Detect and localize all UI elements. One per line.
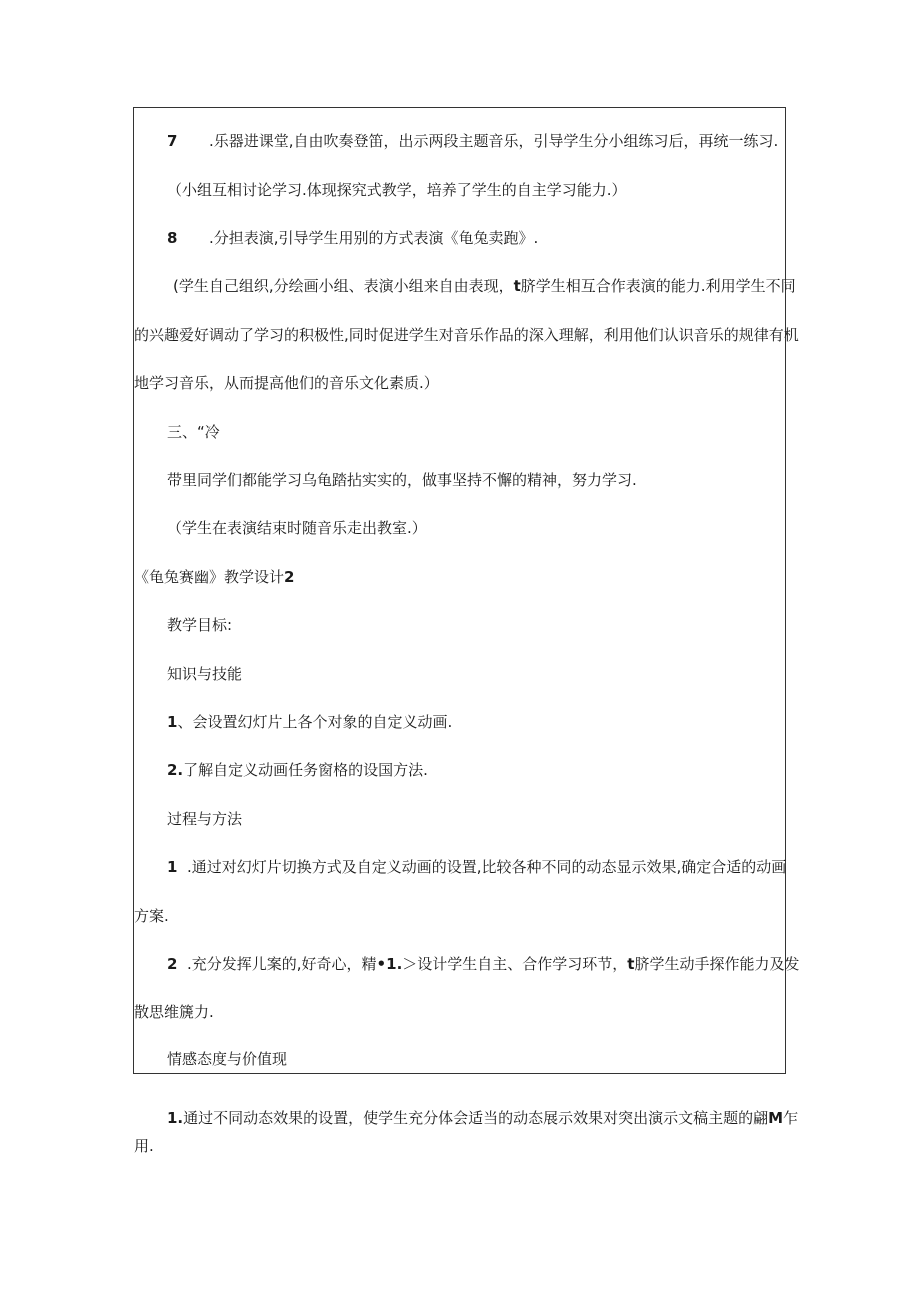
line-text: ＞设计学生自主、合作学习环节， [402,955,628,973]
line-text: .分担表演,引导学生用别的方式表演《龟兔卖跑》. [209,229,539,247]
title-number: 2 [284,568,295,586]
item-number: 2. [167,761,184,779]
line-text: (学生自己组织,分绘画小组、表演小组来自由表现， [173,277,514,295]
content-table-frame [133,107,786,1074]
step-number: 8 [167,229,178,247]
text-line [167,131,778,151]
text-line [173,276,796,296]
line-text: .充分发挥儿案的,好奇心，精 [187,955,377,973]
line-text: 乍 [783,1109,799,1127]
title-text: 《龟兔赛幽》教学设计 [134,568,285,586]
line-text: 了解自定义动画任务窗格的设国方法. [183,761,428,779]
line-text: .通过对幻灯片切换方式及自定义动画的设置,比较各种不同的动态显示效果,确定合适的动画 [187,858,787,876]
text-line [167,228,538,248]
section-heading: 三、“冷 [167,423,220,441]
subheading: 过程与方法 [167,810,243,828]
subheading: 知识与技能 [167,665,243,683]
item-number: 2 [167,955,178,973]
step-number: 7 [167,132,178,150]
item-number: 1. [167,1109,184,1127]
line-text-bold: t [627,955,635,973]
item-number: 1 [167,858,178,876]
text-line: 散思维篪力. [134,1003,214,1021]
subheading: 情感态度与价值现 [167,1050,288,1068]
text-line: 的兴趣爱好调动了学习的积极性,同时促进学生对音乐作品的深入理解，利用他们认识音乐的规律有机 [134,326,799,344]
line-text-bold: t [513,277,521,295]
line-text-bold: •1. [376,955,403,973]
line-text-bold: M [768,1109,784,1127]
line-text: 通过不同动态效果的设置，使学生充分体会适当的动态展示效果对突出演示文稿主题的翩 [183,1109,769,1127]
line-text: 、会设置幻灯片上各个对象的自定义动画. [177,713,453,731]
item-number: 1 [167,713,178,731]
text-line: 带里同学们都能学习乌龟踏拈实实的，做事坚持不懈的精神，努力学习. [167,471,637,489]
text-line: （小组互相讨论学习.体现探究式教学，培养了学生的自主学习能力.） [167,181,627,199]
text-line [167,712,452,732]
subheading: 教学目标: [167,616,233,634]
text-line: （学生在表演结束时随音乐走出教室.） [167,519,427,537]
line-text: 脐学生相互合作表演的能力.利用学生不同 [520,277,796,295]
text-line: 用. [134,1137,154,1155]
line-text: 脐学生动手探作能力及发 [634,955,800,973]
text-line [167,857,786,877]
text-line: 地学习音乐，从而提高他们的音乐文化素质.） [134,374,439,392]
text-line [167,760,428,780]
text-line [167,954,799,974]
text-line [167,1108,798,1128]
line-text: .乐器进课堂,自由吹奏登笛，出示两段主题音乐，引导学生分小组练习后，再统一练习. [209,132,779,150]
text-line: 方案. [134,907,169,925]
document-title [134,567,294,587]
